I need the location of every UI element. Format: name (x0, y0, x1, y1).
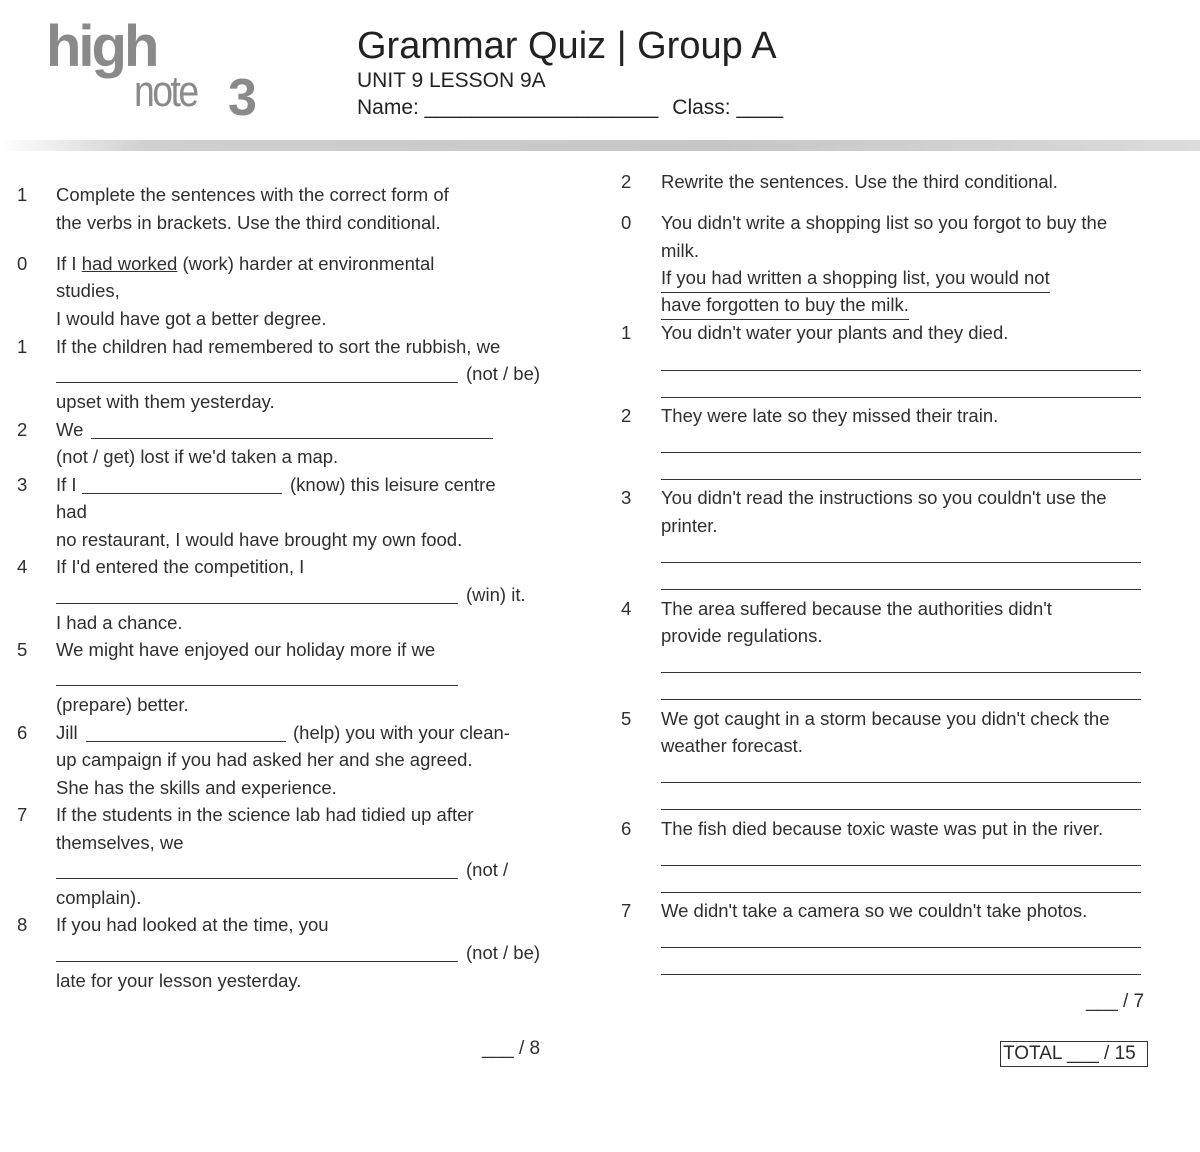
s1-item1-hint: (not / be) (466, 363, 541, 384)
s2-item3-line2: printer. (661, 515, 718, 536)
s1-item8-line1: If you had looked at the time, you (56, 914, 329, 935)
s1-item5-line3: (prepare) better. (56, 694, 189, 715)
s2-item5-answer-blank-1[interactable] (661, 782, 1141, 783)
total-label: TOTAL (1003, 1043, 1062, 1064)
s1-item3-answer-blank[interactable] (82, 493, 282, 494)
s1-item6-answer-blank[interactable] (86, 741, 286, 742)
section1-instruction-line2: the verbs in brackets. Use the third conditional. (56, 212, 441, 233)
s2-item6-answer-blank-2[interactable] (661, 892, 1141, 893)
s2-item7-answer-blank-1[interactable] (661, 947, 1141, 948)
s1-item6-line2: up campaign if you had asked her and she agreed. (56, 749, 473, 770)
s2-item7-line1: We didn't take a camera so we couldn't take photos. (661, 900, 1088, 921)
s2-example-line1: You didn't write a shopping list so you forgot to buy the (661, 212, 1108, 233)
s1-item8-number: 8 (17, 914, 28, 935)
s2-item2-answer-blank-1[interactable] (661, 452, 1141, 453)
s1-item6-line3: She has the skills and experience. (56, 777, 337, 798)
s1-example-line2: studies, (56, 280, 120, 301)
s1-item3-line1-post: (know) this leisure centre (290, 474, 496, 495)
s1-item1-number: 1 (17, 336, 28, 357)
section1-number: 1 (17, 184, 28, 205)
logo-number: 3 (228, 69, 257, 127)
s1-item3-line1-pre: If I (56, 474, 77, 495)
s1-item8-line3: late for your lesson yesterday. (56, 970, 302, 991)
header-divider (0, 140, 1200, 151)
s1-item2-answer-blank[interactable] (91, 438, 493, 439)
s2-item6-answer-blank-1[interactable] (661, 865, 1141, 866)
s2-item4-answer-blank-1[interactable] (661, 672, 1141, 673)
s1-item4-number: 4 (17, 556, 28, 577)
s2-example-number: 0 (621, 212, 632, 233)
logo-note-text: note (134, 67, 197, 116)
s2-item1-answer-blank-2[interactable] (661, 397, 1141, 398)
s2-item3-answer-blank-1[interactable] (661, 562, 1141, 563)
s1-item5-answer-blank[interactable] (56, 685, 458, 686)
s2-item2-number: 2 (621, 405, 632, 426)
section2-number: 2 (621, 171, 632, 192)
s2-item5-line2: weather forecast. (661, 735, 803, 756)
s1-item3-number: 3 (17, 474, 28, 495)
s2-item4-answer-blank-2[interactable] (661, 699, 1141, 700)
s1-item2-line1: We (56, 419, 84, 440)
s2-item4-number: 4 (621, 598, 632, 619)
unit-label: UNIT 9 LESSON 9A (357, 69, 546, 92)
s1-item6-line1-post: (help) you with your clean- (293, 722, 510, 743)
s1-item1-line3: upset with them yesterday. (56, 391, 275, 412)
s1-item5-number: 5 (17, 639, 28, 660)
s2-item7-answer-blank-2[interactable] (661, 974, 1141, 975)
s2-item1-number: 1 (621, 322, 632, 343)
section1-instruction-line1: Complete the sentences with the correct form of (56, 184, 449, 205)
s1-item7-line4: complain). (56, 887, 142, 908)
s2-item5-answer-blank-2[interactable] (661, 809, 1141, 810)
section2-score: ___ / 7 (1086, 991, 1145, 1012)
s1-item4-line1: If I'd entered the competition, I (56, 556, 305, 577)
s2-item6-line1: The fish died because toxic waste was put in the river. (661, 818, 1104, 839)
total-score-box (1000, 1041, 1148, 1067)
s1-item1-answer-blank[interactable] (56, 382, 458, 383)
s1-item7-line2: themselves, we (56, 832, 184, 853)
total-value: ___ / 15 (1067, 1043, 1136, 1064)
section1-score: ___ / 8 (482, 1038, 541, 1059)
s2-item4-line2: provide regulations. (661, 625, 823, 646)
s1-item7-line1: If the students in the science lab had tidied up after (56, 804, 474, 825)
s2-item4-line1: The area suffered because the authorities didn't (661, 598, 1052, 619)
s1-item4-hint: (win) it. (466, 584, 526, 605)
s1-item5-line1: We might have enjoyed our holiday more if we (56, 639, 436, 660)
s1-item8-answer-blank[interactable] (56, 961, 458, 962)
s2-example-line2: milk. (661, 240, 700, 261)
s1-item1-line1: If the children had remembered to sort the rubbish, we (56, 336, 501, 357)
s1-item4-answer-blank[interactable] (56, 603, 458, 604)
page-title: Grammar Quiz | Group A (357, 25, 777, 67)
s1-example-answer: had worked (81, 253, 178, 274)
section2-instruction: Rewrite the sentences. Use the third conditional. (661, 171, 1058, 192)
name-field: Name: ____________________ (357, 96, 659, 119)
s1-example-number: 0 (17, 253, 28, 274)
s1-item7-hint: (not / (466, 859, 509, 880)
s1-item7-answer-blank[interactable] (56, 878, 458, 879)
s1-item2-line2: (not / get) lost if we'd taken a map. (56, 446, 339, 467)
s1-item7-number: 7 (17, 804, 28, 825)
logo-high-text: high (46, 14, 157, 79)
s1-item4-line3: I had a chance. (56, 612, 183, 633)
s2-item7-number: 7 (621, 900, 632, 921)
s1-item2-number: 2 (17, 419, 28, 440)
s2-example-answer-line2: have forgotten to buy the milk. (661, 291, 909, 320)
s1-example-line3: I would have got a better degree. (56, 308, 327, 329)
s1-item8-hint: (not / be) (466, 942, 541, 963)
s2-item5-line1: We got caught in a storm because you didn't check the (661, 708, 1110, 729)
s1-item6-number: 6 (17, 722, 28, 743)
s2-item5-number: 5 (621, 708, 632, 729)
s1-example-line1: If I had worked (work) harder at environmental (56, 253, 435, 274)
s2-example-answer-line1: If you had written a shopping list, you would not (661, 264, 1050, 293)
s2-item3-answer-blank-2[interactable] (661, 589, 1141, 590)
s1-item3-line2: had (56, 501, 87, 522)
s2-item2-line1: They were late so they missed their train. (661, 405, 999, 426)
s2-item1-line1: You didn't water your plants and they died. (661, 322, 1009, 343)
s2-item1-answer-blank-1[interactable] (661, 370, 1141, 371)
s1-item3-line3: no restaurant, I would have brought my own food. (56, 529, 463, 550)
s2-item2-answer-blank-2[interactable] (661, 479, 1141, 480)
s1-item6-line1-pre: Jill (56, 722, 78, 743)
s2-item3-number: 3 (621, 487, 632, 508)
s2-item6-number: 6 (621, 818, 632, 839)
name-class-row (357, 96, 783, 119)
s2-item3-line1: You didn't read the instructions so you couldn't use the (661, 487, 1107, 508)
class-field: Class: ____ (672, 96, 784, 119)
